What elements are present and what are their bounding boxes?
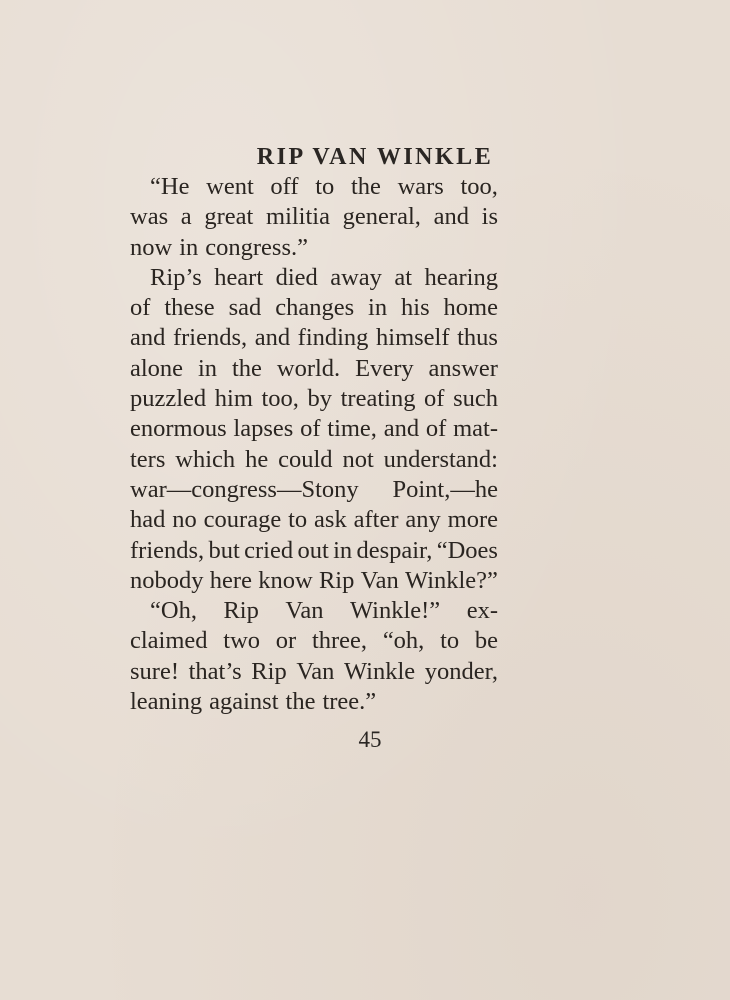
text-line: claimed two or three, “oh, to be [130,627,498,655]
text-line: ters which he could not understand: [130,445,498,473]
text-line: of these sad changes in his home [130,294,498,322]
text-line: alone in the world. Every answer [130,354,498,382]
text-line: sure! that’s Rip Van Winkle yonder, [130,657,498,685]
running-head: RIP VAN WINKLE [256,144,494,170]
text-line: was a great militia general, and is [130,203,498,231]
text-line: friends, but cried out in despair, “Does [130,536,498,564]
text-line: “He went off to the wars too, [150,173,498,200]
text-line: “Oh, Rip Van Winkle!” ex- [150,597,498,625]
text-line: Rip’s heart died away at hearing [150,263,498,291]
text-line: now in congress.” [130,233,308,261]
body-text [130,172,498,717]
text-line: war—congress—Stony Point,—he [130,475,498,503]
text-line: leaning against the tree.” [130,688,377,716]
text-line: enormous lapses of time, and of mat- [130,415,498,443]
text-line: had no courage to ask after any more [130,506,498,534]
page-number: 45 [358,727,382,752]
text-line: and friends, and finding himself thus [130,324,498,352]
text-line: puzzled him too, by treating of such [130,385,498,413]
text-line: nobody here know Rip Van Winkle?” [130,566,498,594]
